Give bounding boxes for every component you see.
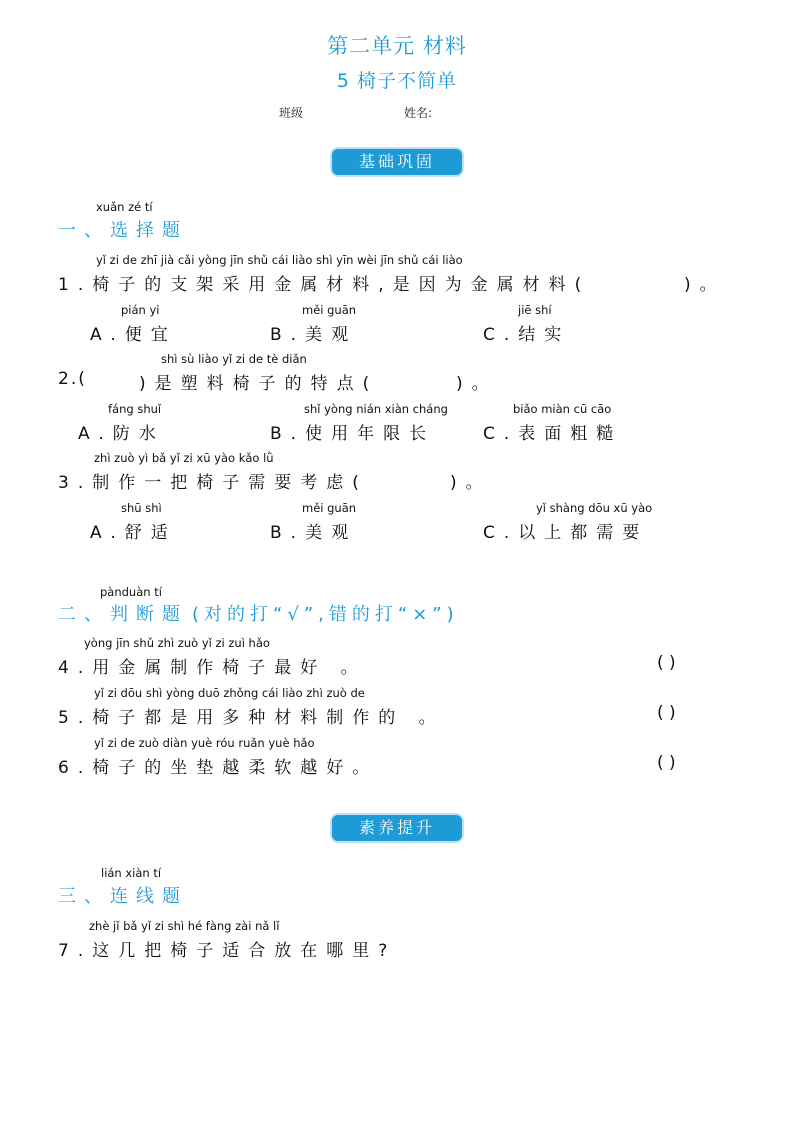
q4-text: 4.用金属制作椅子最好 。 [58, 658, 367, 678]
q3-optB-pinyin: měi guān [302, 501, 357, 515]
q1-optB-pinyin: měi guān [302, 303, 357, 317]
q7-text: 7.这几把椅子适合放在哪里? [58, 941, 397, 961]
section2-note: (对的打“√”,错的打“×”) [192, 604, 459, 625]
section1-pinyin: xuǎn zé tí [96, 200, 153, 214]
section3-pinyin: lián xiàn tí [101, 866, 162, 880]
name-label: 姓名: [404, 106, 433, 120]
q1-optA[interactable]: A.便宜 [90, 325, 177, 345]
q6-answer-paren[interactable]: ( ) [657, 753, 676, 773]
q6-pinyin: yǐ zi de zuò diàn yuè róu ruǎn yuè hǎo [94, 736, 315, 750]
q2-optA-pinyin: fáng shuǐ [108, 402, 162, 416]
q3-optA-pinyin: shū shì [121, 501, 162, 515]
q2-close: )。 [456, 374, 498, 394]
section2-pinyin: pànduàn tí [100, 585, 162, 599]
q3-optC[interactable]: C.以上都需要 [483, 523, 649, 543]
q1-optA-pinyin: pián yi [121, 303, 160, 317]
q5-text: 5.椅子都是用多种材料制作的 。 [58, 708, 445, 728]
q7-pinyin: zhè jǐ bǎ yǐ zi shì hé fàng zài nǎ lǐ [89, 919, 280, 933]
class-label: 班级 [279, 106, 304, 120]
q2-optC[interactable]: C.表面粗糙 [483, 424, 623, 444]
unit-title: 第二单元 材料 [327, 34, 467, 58]
q1-optC[interactable]: C.结实 [483, 325, 571, 345]
section3-title: 三、连线题 [58, 886, 188, 907]
q4-answer-paren[interactable]: ( ) [657, 653, 676, 673]
section1-title: 一、选择题 [58, 220, 188, 241]
section2-title: 二、判断题 [58, 604, 188, 625]
q6-text: 6.椅子的坐垫越柔软越好。 [58, 758, 379, 778]
q3-optA[interactable]: A.舒适 [90, 523, 177, 543]
lesson-title: 5 椅子不简单 [336, 70, 458, 92]
q3-close: )。 [450, 473, 492, 493]
q2-optC-pinyin: biǎo miàn cū cāo [513, 402, 612, 416]
q3-optB[interactable]: B.美观 [270, 523, 358, 543]
q2-optA[interactable]: A.防水 [78, 424, 165, 444]
q3-optC-pinyin: yǐ shàng dōu xū yào [536, 501, 653, 515]
banner-basic: 基础巩固 [332, 149, 462, 175]
q2-mid: )是塑料椅子的特点( [139, 374, 379, 394]
q1-optC-pinyin: jiē shí [518, 303, 552, 317]
q1-optB[interactable]: B.美观 [270, 325, 358, 345]
q3-pinyin: zhì zuò yì bǎ yǐ zi xū yào kǎo lǜ [94, 451, 274, 465]
q2-pinyin: shì sù liào yǐ zi de tè diǎn [161, 352, 307, 366]
banner-advance: 素养提升 [332, 815, 462, 841]
q2-text: 2.( [58, 369, 87, 389]
q3-text: 3.制作一把椅子需要考虑( [58, 473, 368, 493]
q2-optB[interactable]: B.使用年限长 [270, 424, 436, 444]
q5-pinyin: yǐ zi dōu shì yòng duō zhǒng cái liào zhì zuò de [94, 686, 365, 700]
q2-optB-pinyin: shǐ yòng nián xiàn cháng [304, 402, 448, 416]
q1-pinyin: yǐ zi de zhī jià cǎi yòng jīn shǔ cái liào shì yīn wèi jīn shǔ cái liào [96, 253, 463, 267]
q5-answer-paren[interactable]: ( ) [657, 703, 676, 723]
q1-close: )。 [684, 275, 726, 295]
q1-text: 1.椅子的支架采用金属材料,是因为金属材料( [58, 275, 591, 295]
q4-pinyin: yòng jīn shǔ zhì zuò yǐ zi zuì hǎo [84, 636, 270, 650]
